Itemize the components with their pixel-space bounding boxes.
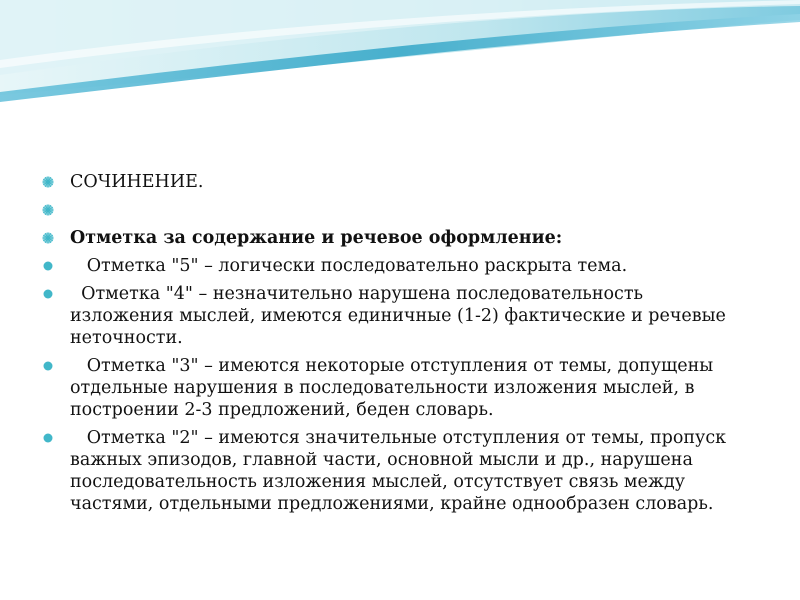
sunburst-bullet-icon (42, 176, 54, 188)
sunburst-bullet-icon (42, 232, 54, 244)
list-item (40, 199, 730, 221)
dot-bullet-icon (42, 360, 54, 372)
list-item (40, 427, 730, 515)
list-item-text: Отметка "3" – имеются некоторые отступления от темы, допущены отдельные нарушения в последовательности изложения мыслей, в построении 2-3 предложений, беден словарь. (70, 356, 719, 420)
dot-bullet-icon (42, 260, 54, 272)
list-item-text: СОЧИНЕНИЕ. (70, 172, 204, 192)
list-item (40, 355, 730, 421)
list-item-text: Отметка "2" – имеются значительные отступления от темы, пропуск важных эпизодов, главной части, основной мысли и др., нарушена последовательность изложения мыслей, отсутствует связь между частями, отдельными предложениями, крайне однообразен словарь. (70, 428, 732, 514)
list-item (40, 227, 730, 249)
sunburst-bullet-icon (42, 204, 54, 216)
list-item (40, 171, 730, 193)
list-item (40, 255, 730, 277)
list-item (40, 283, 730, 349)
dot-bullet-icon (42, 288, 54, 300)
dot-bullet-icon (42, 432, 54, 444)
list-item-text: Отметка за содержание и речевое оформление: (70, 228, 563, 248)
bullet-list (40, 171, 730, 521)
list-item-text: Отметка "5" – логически последовательно раскрыта тема. (70, 256, 628, 276)
header-wave-decoration (0, 0, 800, 110)
list-item-text: Отметка "4" – незначительно нарушена последовательность изложения мыслей, имеются единичные (1-2) фактические и речевые неточности. (70, 284, 732, 348)
